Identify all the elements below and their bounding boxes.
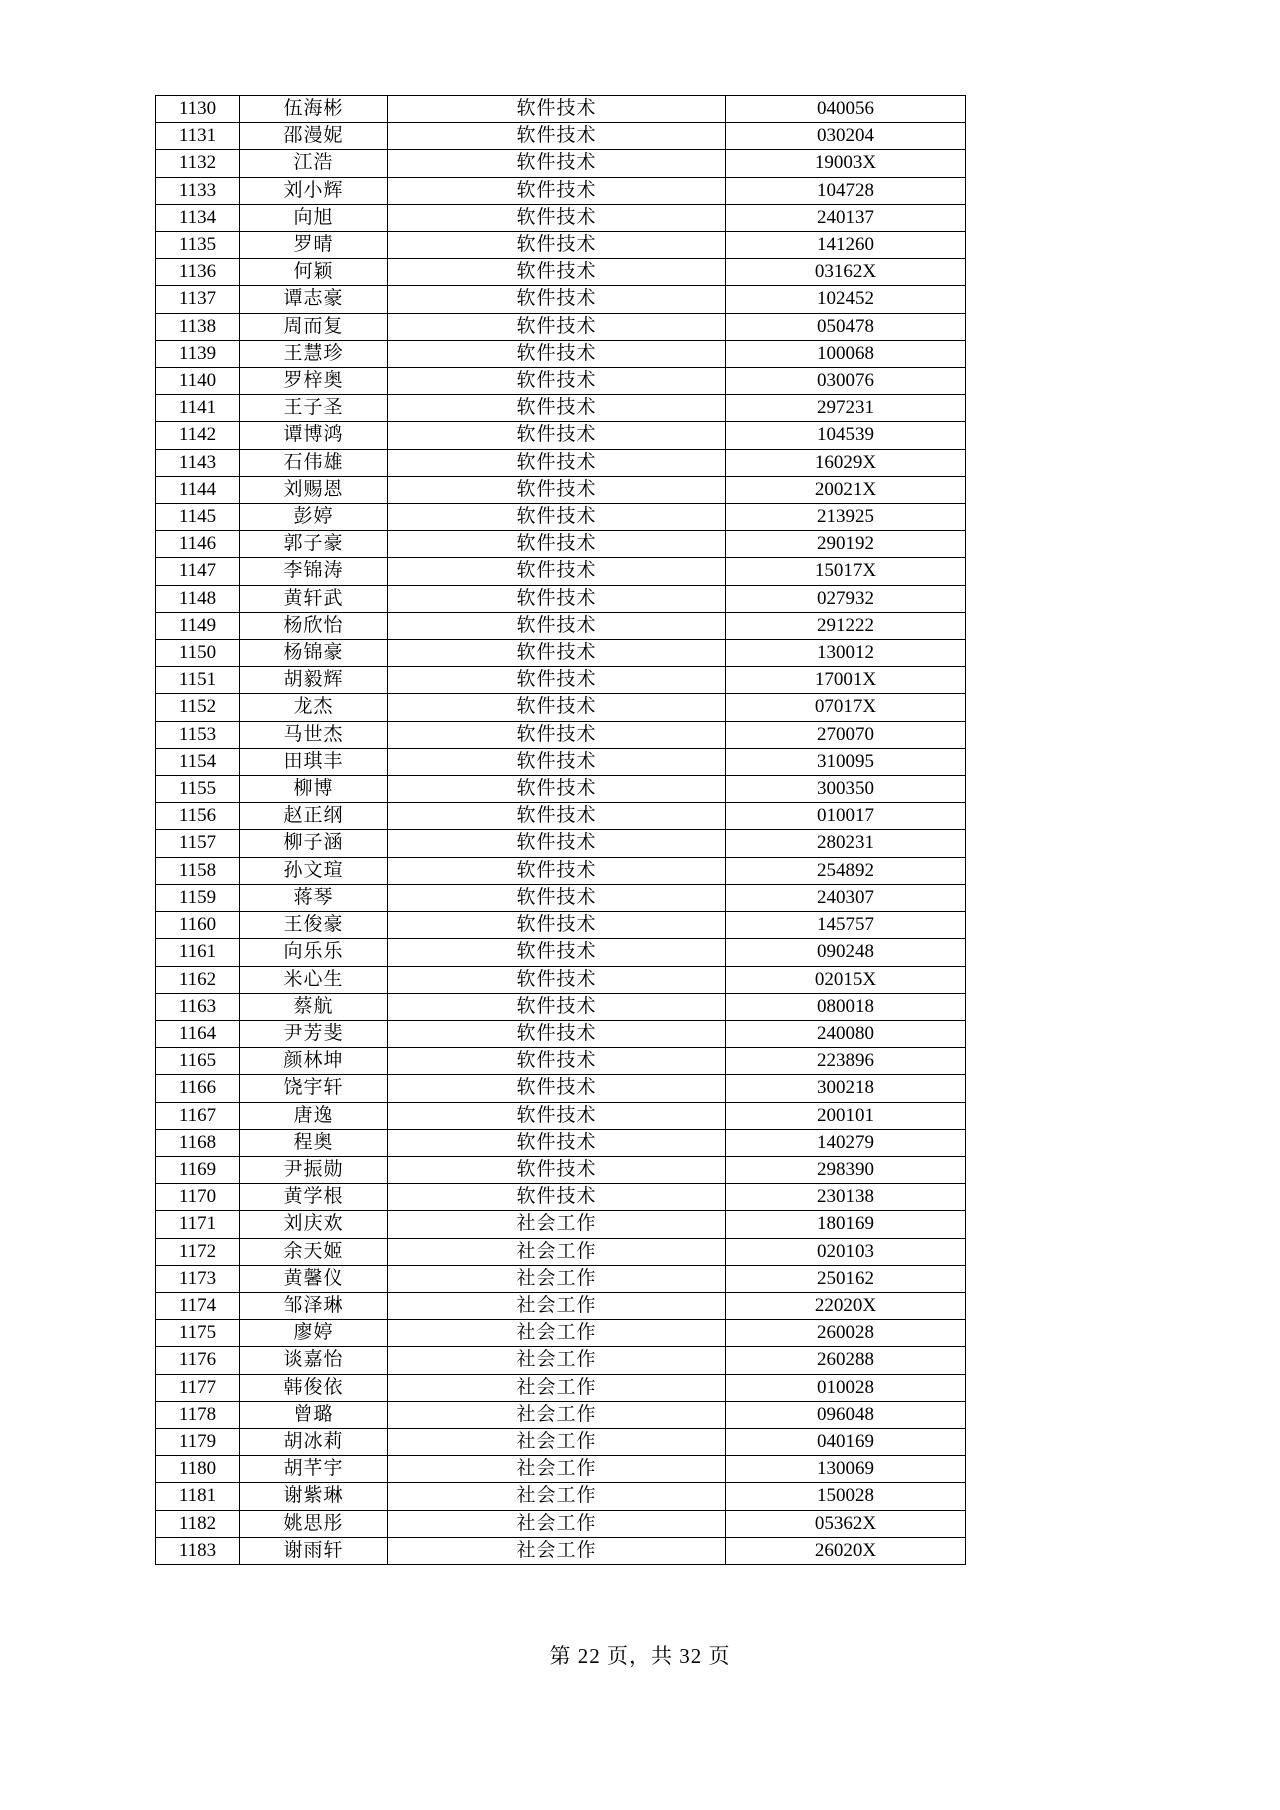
- row-name: 邵漫妮: [240, 123, 388, 150]
- row-code: 240307: [726, 884, 966, 911]
- row-name: 姚思彤: [240, 1510, 388, 1537]
- table-row: [156, 1428, 966, 1455]
- row-major: 软件技术: [388, 803, 726, 830]
- row-name: 刘庆欢: [240, 1211, 388, 1238]
- row-name: 谭志豪: [240, 286, 388, 313]
- table-row: [156, 776, 966, 803]
- row-index: 1180: [156, 1456, 240, 1483]
- row-name: 尹芳斐: [240, 1020, 388, 1047]
- row-code: 100068: [726, 340, 966, 367]
- roster-table-body: [156, 96, 966, 1565]
- row-code: 027932: [726, 585, 966, 612]
- row-major: 社会工作: [388, 1347, 726, 1374]
- row-major: 社会工作: [388, 1483, 726, 1510]
- row-code: 260288: [726, 1347, 966, 1374]
- row-code: 22020X: [726, 1292, 966, 1319]
- row-major: 软件技术: [388, 1156, 726, 1183]
- row-major: 软件技术: [388, 612, 726, 639]
- row-major: 软件技术: [388, 884, 726, 911]
- row-name: 尹振勋: [240, 1156, 388, 1183]
- row-major: 软件技术: [388, 1129, 726, 1156]
- row-code: 254892: [726, 857, 966, 884]
- row-major: 软件技术: [388, 667, 726, 694]
- row-code: 104728: [726, 177, 966, 204]
- row-name: 余天姬: [240, 1238, 388, 1265]
- row-name: 柳子涵: [240, 830, 388, 857]
- row-major: 软件技术: [388, 939, 726, 966]
- table-row: [156, 1292, 966, 1319]
- row-code: 15017X: [726, 558, 966, 585]
- row-index: 1171: [156, 1211, 240, 1238]
- row-code: 290192: [726, 531, 966, 558]
- row-index: 1154: [156, 748, 240, 775]
- row-code: 300218: [726, 1075, 966, 1102]
- row-code: 010017: [726, 803, 966, 830]
- table-row: [156, 1129, 966, 1156]
- row-major: 社会工作: [388, 1537, 726, 1564]
- table-row: [156, 558, 966, 585]
- row-name: 石伟雄: [240, 449, 388, 476]
- row-major: 软件技术: [388, 123, 726, 150]
- row-index: 1157: [156, 830, 240, 857]
- row-index: 1178: [156, 1401, 240, 1428]
- row-major: 软件技术: [388, 1102, 726, 1129]
- table-row: [156, 449, 966, 476]
- row-major: 软件技术: [388, 96, 726, 123]
- table-row: [156, 585, 966, 612]
- table-row: [156, 476, 966, 503]
- row-code: 030076: [726, 368, 966, 395]
- row-name: 黄学根: [240, 1184, 388, 1211]
- row-major: 软件技术: [388, 1048, 726, 1075]
- table-row: [156, 1483, 966, 1510]
- row-major: 软件技术: [388, 422, 726, 449]
- row-index: 1143: [156, 449, 240, 476]
- row-index: 1153: [156, 721, 240, 748]
- row-name: 刘赐恩: [240, 476, 388, 503]
- row-major: 社会工作: [388, 1456, 726, 1483]
- table-row: [156, 422, 966, 449]
- row-major: 软件技术: [388, 504, 726, 531]
- table-row: [156, 803, 966, 830]
- row-major: 软件技术: [388, 1020, 726, 1047]
- row-name: 曾璐: [240, 1401, 388, 1428]
- row-code: 240080: [726, 1020, 966, 1047]
- row-name: 胡毅辉: [240, 667, 388, 694]
- row-index: 1141: [156, 395, 240, 422]
- row-major: 软件技术: [388, 259, 726, 286]
- row-code: 141260: [726, 232, 966, 259]
- row-code: 223896: [726, 1048, 966, 1075]
- table-row: [156, 748, 966, 775]
- row-major: 社会工作: [388, 1320, 726, 1347]
- row-name: 王俊豪: [240, 912, 388, 939]
- row-code: 102452: [726, 286, 966, 313]
- row-index: 1130: [156, 96, 240, 123]
- row-name: 谢紫琳: [240, 1483, 388, 1510]
- row-code: 297231: [726, 395, 966, 422]
- row-code: 19003X: [726, 150, 966, 177]
- table-row: [156, 313, 966, 340]
- row-major: 软件技术: [388, 395, 726, 422]
- row-major: 软件技术: [388, 558, 726, 585]
- row-code: 16029X: [726, 449, 966, 476]
- row-index: 1142: [156, 422, 240, 449]
- row-index: 1150: [156, 640, 240, 667]
- row-index: 1181: [156, 1483, 240, 1510]
- row-code: 030204: [726, 123, 966, 150]
- row-code: 20021X: [726, 476, 966, 503]
- row-code: 050478: [726, 313, 966, 340]
- table-row: [156, 504, 966, 531]
- row-major: 软件技术: [388, 449, 726, 476]
- row-name: 柳博: [240, 776, 388, 803]
- row-name: 李锦涛: [240, 558, 388, 585]
- table-row: [156, 340, 966, 367]
- row-name: 胡芊宇: [240, 1456, 388, 1483]
- table-row: [156, 667, 966, 694]
- table-row: [156, 177, 966, 204]
- table-row: [156, 1075, 966, 1102]
- table-row: [156, 204, 966, 231]
- table-row: [156, 259, 966, 286]
- row-index: 1133: [156, 177, 240, 204]
- row-major: 社会工作: [388, 1401, 726, 1428]
- row-index: 1134: [156, 204, 240, 231]
- row-index: 1161: [156, 939, 240, 966]
- row-major: 软件技术: [388, 286, 726, 313]
- row-major: 软件技术: [388, 313, 726, 340]
- row-index: 1179: [156, 1428, 240, 1455]
- table-row: [156, 1456, 966, 1483]
- row-index: 1173: [156, 1265, 240, 1292]
- row-code: 05362X: [726, 1510, 966, 1537]
- row-name: 蔡航: [240, 993, 388, 1020]
- table-row: [156, 1537, 966, 1564]
- row-major: 软件技术: [388, 177, 726, 204]
- row-name: 郭子豪: [240, 531, 388, 558]
- row-index: 1148: [156, 585, 240, 612]
- row-code: 080018: [726, 993, 966, 1020]
- row-major: 社会工作: [388, 1211, 726, 1238]
- row-major: 社会工作: [388, 1292, 726, 1319]
- row-index: 1183: [156, 1537, 240, 1564]
- row-major: 社会工作: [388, 1238, 726, 1265]
- roster-table: [155, 95, 966, 1565]
- row-major: 软件技术: [388, 1075, 726, 1102]
- row-major: 软件技术: [388, 857, 726, 884]
- row-index: 1155: [156, 776, 240, 803]
- row-index: 1152: [156, 694, 240, 721]
- row-major: 软件技术: [388, 748, 726, 775]
- row-code: 150028: [726, 1483, 966, 1510]
- row-code: 213925: [726, 504, 966, 531]
- row-major: 软件技术: [388, 368, 726, 395]
- table-row: [156, 721, 966, 748]
- row-index: 1146: [156, 531, 240, 558]
- table-row: [156, 1156, 966, 1183]
- row-name: 程奥: [240, 1129, 388, 1156]
- table-row: [156, 1102, 966, 1129]
- table-row: [156, 1347, 966, 1374]
- table-row: [156, 1401, 966, 1428]
- row-name: 向乐乐: [240, 939, 388, 966]
- table-row: [156, 96, 966, 123]
- row-name: 颜林坤: [240, 1048, 388, 1075]
- row-index: 1167: [156, 1102, 240, 1129]
- row-major: 软件技术: [388, 830, 726, 857]
- row-name: 黄轩武: [240, 585, 388, 612]
- row-index: 1163: [156, 993, 240, 1020]
- row-major: 软件技术: [388, 232, 726, 259]
- row-name: 谈嘉怡: [240, 1347, 388, 1374]
- table-row: [156, 830, 966, 857]
- table-row: [156, 531, 966, 558]
- row-major: 软件技术: [388, 776, 726, 803]
- table-row: [156, 857, 966, 884]
- row-index: 1160: [156, 912, 240, 939]
- row-name: 黄馨仪: [240, 1265, 388, 1292]
- table-row: [156, 123, 966, 150]
- row-code: 310095: [726, 748, 966, 775]
- row-name: 赵正纲: [240, 803, 388, 830]
- row-name: 邹泽琳: [240, 1292, 388, 1319]
- row-index: 1132: [156, 150, 240, 177]
- row-code: 140279: [726, 1129, 966, 1156]
- row-name: 杨锦豪: [240, 640, 388, 667]
- table-row: [156, 286, 966, 313]
- row-code: 040056: [726, 96, 966, 123]
- row-name: 孙文瑄: [240, 857, 388, 884]
- table-row: [156, 1048, 966, 1075]
- row-major: 软件技术: [388, 204, 726, 231]
- table-row: [156, 912, 966, 939]
- row-code: 130012: [726, 640, 966, 667]
- row-name: 杨欣怡: [240, 612, 388, 639]
- row-code: 300350: [726, 776, 966, 803]
- row-index: 1175: [156, 1320, 240, 1347]
- row-index: 1168: [156, 1129, 240, 1156]
- row-code: 200101: [726, 1102, 966, 1129]
- row-major: 社会工作: [388, 1374, 726, 1401]
- row-name: 向旭: [240, 204, 388, 231]
- row-name: 谭博鸿: [240, 422, 388, 449]
- row-major: 软件技术: [388, 476, 726, 503]
- row-code: 240137: [726, 204, 966, 231]
- row-code: 250162: [726, 1265, 966, 1292]
- row-major: 软件技术: [388, 966, 726, 993]
- row-index: 1156: [156, 803, 240, 830]
- table-row: [156, 1374, 966, 1401]
- row-index: 1170: [156, 1184, 240, 1211]
- row-code: 280231: [726, 830, 966, 857]
- table-row: [156, 1510, 966, 1537]
- table-row: [156, 993, 966, 1020]
- row-code: 130069: [726, 1456, 966, 1483]
- row-index: 1145: [156, 504, 240, 531]
- row-code: 020103: [726, 1238, 966, 1265]
- row-index: 1165: [156, 1048, 240, 1075]
- row-index: 1169: [156, 1156, 240, 1183]
- table-row: [156, 640, 966, 667]
- row-major: 软件技术: [388, 694, 726, 721]
- table-row: [156, 395, 966, 422]
- row-code: 010028: [726, 1374, 966, 1401]
- row-name: 周而复: [240, 313, 388, 340]
- row-code: 03162X: [726, 259, 966, 286]
- row-major: 软件技术: [388, 993, 726, 1020]
- row-index: 1162: [156, 966, 240, 993]
- row-name: 刘小辉: [240, 177, 388, 204]
- row-name: 王子圣: [240, 395, 388, 422]
- table-row: [156, 966, 966, 993]
- row-name: 江浩: [240, 150, 388, 177]
- row-code: 230138: [726, 1184, 966, 1211]
- row-code: 104539: [726, 422, 966, 449]
- row-code: 040169: [726, 1428, 966, 1455]
- row-index: 1158: [156, 857, 240, 884]
- row-major: 软件技术: [388, 912, 726, 939]
- row-code: 096048: [726, 1401, 966, 1428]
- row-major: 软件技术: [388, 1184, 726, 1211]
- row-name: 彭婷: [240, 504, 388, 531]
- row-code: 298390: [726, 1156, 966, 1183]
- row-major: 软件技术: [388, 150, 726, 177]
- row-name: 唐逸: [240, 1102, 388, 1129]
- table-row: [156, 1320, 966, 1347]
- row-index: 1139: [156, 340, 240, 367]
- row-major: 软件技术: [388, 721, 726, 748]
- row-index: 1140: [156, 368, 240, 395]
- table-row: [156, 694, 966, 721]
- row-name: 米心生: [240, 966, 388, 993]
- row-name: 何颖: [240, 259, 388, 286]
- row-code: 26020X: [726, 1537, 966, 1564]
- row-major: 软件技术: [388, 585, 726, 612]
- row-name: 蒋琴: [240, 884, 388, 911]
- row-index: 1147: [156, 558, 240, 585]
- row-code: 260028: [726, 1320, 966, 1347]
- row-name: 罗梓奥: [240, 368, 388, 395]
- table-row: [156, 232, 966, 259]
- row-index: 1144: [156, 476, 240, 503]
- row-name: 龙杰: [240, 694, 388, 721]
- row-index: 1138: [156, 313, 240, 340]
- row-index: 1176: [156, 1347, 240, 1374]
- row-name: 廖婷: [240, 1320, 388, 1347]
- row-code: 145757: [726, 912, 966, 939]
- row-code: 17001X: [726, 667, 966, 694]
- row-name: 谢雨轩: [240, 1537, 388, 1564]
- row-name: 田琪丰: [240, 748, 388, 775]
- row-index: 1182: [156, 1510, 240, 1537]
- table-row: [156, 1238, 966, 1265]
- row-index: 1164: [156, 1020, 240, 1047]
- row-major: 社会工作: [388, 1428, 726, 1455]
- row-code: 090248: [726, 939, 966, 966]
- table-row: [156, 939, 966, 966]
- table-row: [156, 150, 966, 177]
- row-code: 02015X: [726, 966, 966, 993]
- row-code: 270070: [726, 721, 966, 748]
- row-index: 1131: [156, 123, 240, 150]
- row-major: 软件技术: [388, 340, 726, 367]
- table-row: [156, 612, 966, 639]
- row-major: 社会工作: [388, 1265, 726, 1292]
- row-name: 韩俊依: [240, 1374, 388, 1401]
- row-index: 1174: [156, 1292, 240, 1319]
- row-index: 1166: [156, 1075, 240, 1102]
- page-footer: 第 22 页，共 32 页: [549, 1644, 731, 1668]
- row-index: 1172: [156, 1238, 240, 1265]
- row-index: 1136: [156, 259, 240, 286]
- row-code: 07017X: [726, 694, 966, 721]
- row-index: 1151: [156, 667, 240, 694]
- row-index: 1149: [156, 612, 240, 639]
- row-major: 社会工作: [388, 1510, 726, 1537]
- row-name: 王慧珍: [240, 340, 388, 367]
- table-row: [156, 368, 966, 395]
- row-index: 1177: [156, 1374, 240, 1401]
- row-index: 1135: [156, 232, 240, 259]
- row-major: 软件技术: [388, 531, 726, 558]
- row-code: 180169: [726, 1211, 966, 1238]
- row-code: 291222: [726, 612, 966, 639]
- table-row: [156, 1184, 966, 1211]
- row-name: 伍海彬: [240, 96, 388, 123]
- table-row: [156, 1265, 966, 1292]
- row-name: 马世杰: [240, 721, 388, 748]
- row-index: 1137: [156, 286, 240, 313]
- table-row: [156, 884, 966, 911]
- row-major: 软件技术: [388, 640, 726, 667]
- row-name: 胡冰莉: [240, 1428, 388, 1455]
- row-name: 罗晴: [240, 232, 388, 259]
- table-row: [156, 1211, 966, 1238]
- table-row: [156, 1020, 966, 1047]
- row-name: 饶宇轩: [240, 1075, 388, 1102]
- row-index: 1159: [156, 884, 240, 911]
